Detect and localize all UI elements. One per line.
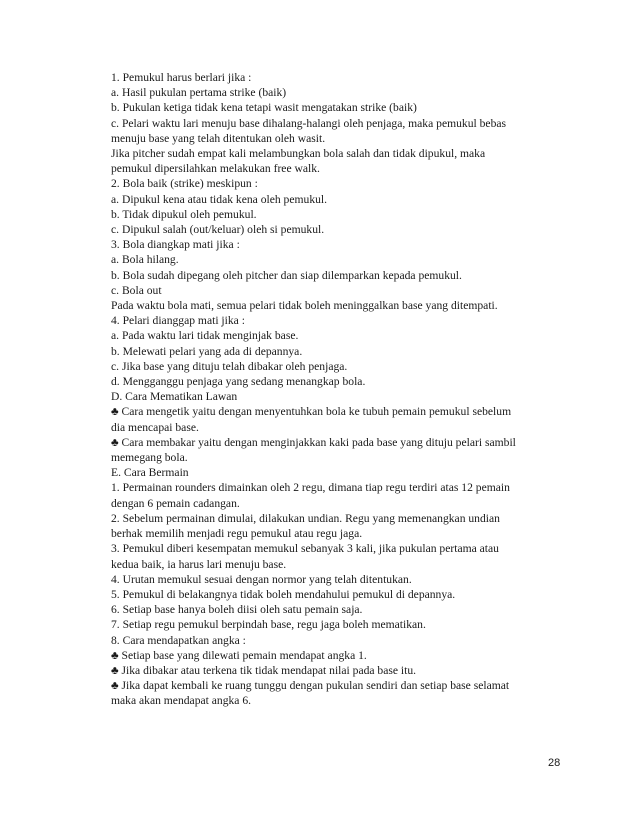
- text-line: a. Hasil pukulan pertama strike (baik): [111, 86, 287, 100]
- text-line: c. Bola out: [111, 283, 162, 297]
- text-line: 3. Bola diangkap mati jika :: [111, 238, 240, 252]
- text-line: c. Jika base yang dituju telah dibakar oleh penjaga.: [111, 359, 348, 373]
- bullet-line: ♣ Jika dapat kembali ke ruang tunggu dengan pukulan sendiri dan setiap base selamat: [111, 679, 510, 693]
- body-text: [111, 70, 551, 709]
- text-line: c. Dipukul salah (out/keluar) oleh si pemukul.: [111, 223, 325, 237]
- text-line: 7. Setiap regu pemukul berpindah base, regu jaga boleh mematikan.: [111, 618, 426, 632]
- bullet-line: ♣ Cara mengetik yaitu dengan menyentuhkan bola ke tubuh pemain pemukul sebelum: [111, 405, 512, 419]
- text-line: pemukul dipersilahkan melakukan free walk.: [111, 162, 320, 176]
- bullet-line: ♣ Setiap base yang dilewati pemain mendapat angka 1.: [111, 648, 367, 662]
- text-line: Pada waktu bola mati, semua pelari tidak boleh meninggalkan base yang ditempati.: [111, 299, 498, 313]
- text-line: 5. Pemukul di belakangnya tidak boleh mendahului pemukul di depannya.: [111, 587, 456, 601]
- text-line: c. Pelari waktu lari menuju base dihalang-halangi oleh penjaga, maka pemukul bebas: [111, 116, 507, 130]
- text-line: berhak memilih menjadi regu pemukul atau regu jaga.: [111, 527, 363, 541]
- bullet-line: ♣ Jika dibakar atau terkena tik tidak mendapat nilai pada base itu.: [111, 663, 417, 677]
- text-line: kedua baik, ia harus lari menuju base.: [111, 557, 287, 571]
- text-line: 4. Urutan memukul sesuai dengan normor yang telah ditentukan.: [111, 572, 412, 586]
- text-line: Jika pitcher sudah empat kali melambungkan bola salah dan tidak dipukul, maka: [111, 147, 486, 161]
- text-line: 3. Pemukul diberi kesempatan memukul sebanyak 3 kali, jika pukulan pertama atau: [111, 542, 499, 556]
- text-line: dia mencapai base.: [111, 420, 199, 434]
- text-line: 8. Cara mendapatkan angka :: [111, 633, 246, 647]
- text-line: a. Dipukul kena atau tidak kena oleh pemukul.: [111, 192, 328, 206]
- text-line: 2. Bola baik (strike) meskipun :: [111, 177, 258, 191]
- section-heading: E. Cara Bermain: [111, 466, 189, 480]
- text-line: b. Melewati pelari yang ada di depannya.: [111, 344, 303, 358]
- text-line: dengan 6 pemain cadangan.: [111, 496, 240, 510]
- text-line: b. Tidak dipukul oleh pemukul.: [111, 207, 257, 221]
- section-heading: D. Cara Mematikan Lawan: [111, 390, 238, 404]
- text-line: a. Pada waktu lari tidak menginjak base.: [111, 329, 299, 343]
- text-line: a. Bola hilang.: [111, 253, 179, 267]
- text-line: b. Bola sudah dipegang oleh pitcher dan siap dilemparkan kepada pemukul.: [111, 268, 462, 282]
- text-line: 4. Pelari dianggap mati jika :: [111, 314, 245, 328]
- text-line: 6. Setiap base hanya boleh diisi oleh satu pemain saja.: [111, 603, 363, 617]
- bullet-line: ♣ Cara membakar yaitu dengan menginjakkan kaki pada base yang dituju pelari sambil: [111, 435, 516, 449]
- text-line: memegang bola.: [111, 451, 188, 465]
- text-line: d. Mengganggu penjaga yang sedang menangkap bola.: [111, 375, 366, 389]
- text-line: menuju base yang telah ditentukan oleh wasit.: [111, 131, 326, 145]
- text-line: 1. Permainan rounders dimainkan oleh 2 regu, dimana tiap regu terdiri atas 12 pemain: [111, 481, 510, 495]
- text-line: 1. Pemukul harus berlari jika :: [111, 71, 252, 84]
- page-number: 28: [548, 757, 561, 769]
- text-line: maka akan mendapat angka 6.: [111, 694, 252, 708]
- text-line: 2. Sebelum permainan dimulai, dilakukan undian. Regu yang memenangkan undian: [111, 511, 500, 525]
- text-line: b. Pukulan ketiga tidak kena tetapi wasit mengatakan strike (baik): [111, 101, 417, 115]
